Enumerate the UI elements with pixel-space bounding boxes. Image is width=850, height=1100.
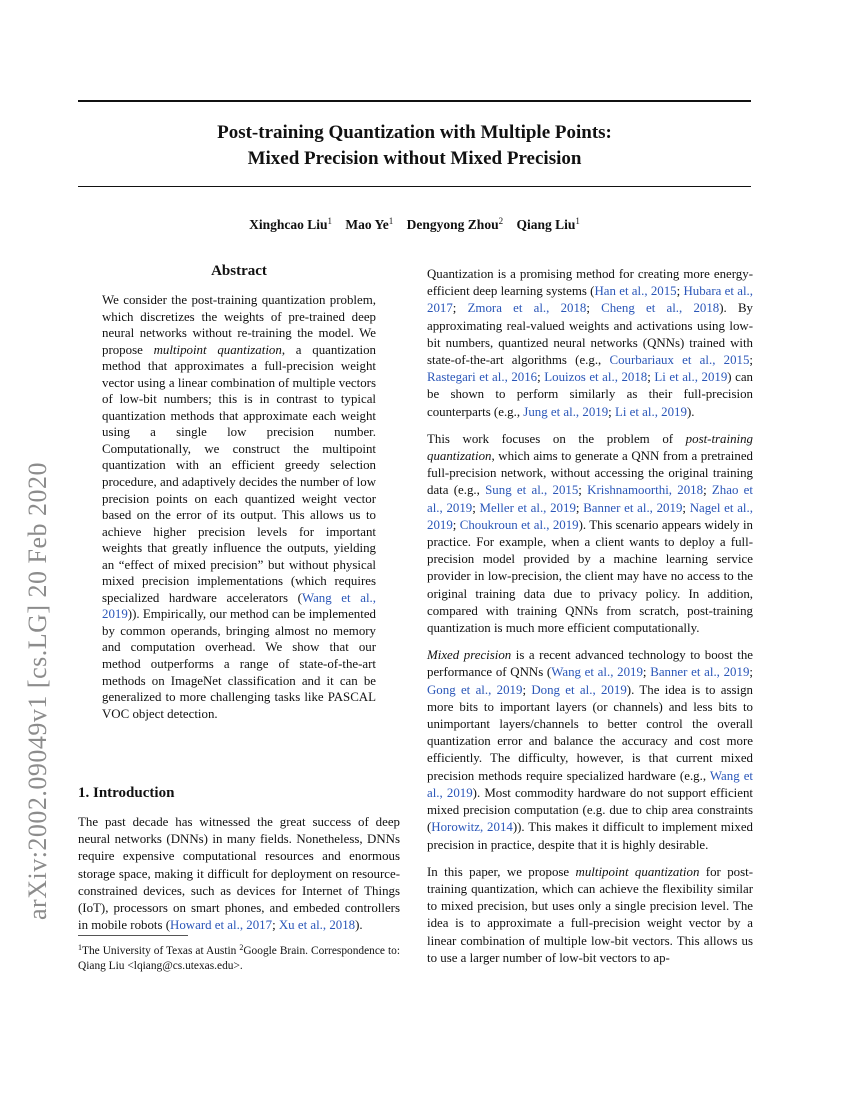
paragraph: This work focuses on the problem of post-training quantization, which aims to generate a QNN from a pretrained full-precision network, without accessing the original training data (e.g., Sung et al., 2015; Krishnamoorthi, 2018; Zhao et al., 2019; Meller et al., 2019; Banner et al., 2019; Nagel et al., 2019; Choukroun et al., 2019). This scenario appears widely in practice. For example, when a client wants to deploy a full-precision model provided by a machine learning service provider in low-precision, the client may have no access to the original training data due to privacy policy. In addition, compared with training QNNs from scratch, post-training quantization is much more efficient computationally. [427, 431, 754, 636]
abstract-heading: Abstract [211, 263, 267, 279]
citation-link[interactable]: Li et al., 2019 [654, 370, 728, 385]
citation-link[interactable]: Meller et al., 2019 [479, 500, 576, 515]
citation-link[interactable]: Choukroun et al., 2019 [459, 517, 579, 532]
paragraph: Quantization is a promising method for creating more energy-efficient deep learning systems (Han et al., 2015; Hubara et al., 2017; Zmora et al., 2018; Cheng et al., 2018). By approximating real-valued weights and activations using low-bit numbers, quantized neural networks (QNNs) trained with state-of-the-art algorithms (e.g., Courbariaux et al., 2015; Rastegari et al., 2016; Louizos et al., 2018; Li et al., 2019) can be shown to perform similarly as their full-precision counterparts (e.g., Jung et al., 2019; Li et al., 2019). [427, 267, 754, 419]
paper-title [78, 120, 751, 172]
citation-link[interactable]: Nagel et al., 2019 [427, 500, 753, 532]
title-line-1: Post-training Quantization with Multiple Points: [217, 122, 612, 143]
author: Mao Ye$^1$ [345, 216, 394, 232]
citation-link[interactable]: Zmora et al., 2018 [467, 301, 587, 316]
author-list [78, 216, 751, 233]
citation-link[interactable]: Courbariaux et al., 2015 [609, 353, 750, 368]
citation-link[interactable]: Gong et al., 2019 [427, 682, 523, 697]
citation-link[interactable]: Horowitz, 2014 [431, 820, 513, 835]
citation-link[interactable]: Zhao et al., 2019 [427, 483, 753, 515]
citation-link[interactable]: Banner et al., 2019 [583, 500, 683, 515]
right-column [427, 266, 753, 977]
citation-link[interactable]: Krishnamoorthi, 2018 [587, 483, 704, 498]
citation-link[interactable]: Xu et al., 2018 [278, 918, 356, 933]
introduction-paragraph: The past decade has witnessed the great success of deep neural networks (DNNs) in many fields. Nonetheless, DNNs require expensive computational resources and enormous storage space, making it difficult for deployment on resource-constrained devices, such as devices for Internet of Things (IoT), processors on smart phones, and embeded controllers in mobile robots (Howard et al., 2017; Xu et al., 2018). [78, 815, 400, 933]
author: Xinghcao Liu$^1$ [249, 216, 333, 232]
title-line-2: Mixed Precision without Mixed Precision [247, 148, 582, 169]
citation-link[interactable]: Cheng et al., 2018 [601, 301, 720, 316]
citation-link[interactable]: Louizos et al., 2018 [544, 370, 648, 385]
paragraph: In this paper, we propose multipoint quantization for post-training quantization, which can achieve the flexibility similar to mixed precision, but uses only a single precision level. The idea is to approximate a full-precision weight vector by a linear combination of multiple low-bit vectors. This allows us to use a larger number of low-bit vectors to ap- [427, 864, 753, 965]
citation-link[interactable]: Banner et al., 2019 [650, 665, 750, 680]
citation-link[interactable]: Rastegari et al., 2016 [427, 370, 538, 385]
citation-link[interactable]: Sung et al., 2015 [485, 483, 579, 498]
citation-link[interactable]: Hubara et al., 2017 [427, 284, 753, 316]
author: Dengyong Zhou$^2$ [406, 216, 504, 232]
affiliation-footnote: $^1$The University of Texas at Austin $^2$Google Brain. Correspondence to: Qiang Liu <lqiang@cs.utexas.edu>. [78, 943, 400, 972]
citation-link[interactable]: Dong et al., 2019 [531, 682, 627, 697]
citation-link[interactable]: Jung et al., 2019 [523, 404, 609, 419]
abstract-body: We consider the post-training quantization problem, which discretizes the weights of pre-trained deep neural networks without re-training the model. We propose multipoint quantization, a quantization method that approximates a full-precision weight vector using a linear combination of multiple vectors of low-bit numbers; this is in contrast to typical quantization methods that approximate each weight using a single low precision number. Computationally, we construct the multipoint quantization with an efficient greedy selection procedure, and adaptively decides the number of low precision points on each quantized weight vector based on the error of its output. This allows us to achieve higher precision levels for important weights that greatly influence the outputs, yielding an “effect of mixed precision” but without physical mixed precision implementations (which requires specialized hardware accelerators (Wang et al., 2019)). Empirically, our method can be implemented by common operands, bringing almost no memory and computation overhead. We show that our method outperforms a range of state-of-the-art methods on ImageNet classification and it can be generalized to more challenging tasks like PASCAL VOC object detection. [102, 293, 376, 721]
citation-link[interactable]: Li et al., 2019 [614, 404, 687, 419]
author: Qiang Liu$^1$ [516, 216, 580, 232]
title-top-rule [78, 100, 751, 102]
citation-link[interactable]: Wang et al., 2019 [427, 768, 753, 800]
citation-link[interactable]: Han et al., 2015 [594, 284, 677, 299]
citation-link[interactable]: Howard et al., 2017 [170, 918, 273, 933]
citation-link[interactable]: Wang et al., 2019 [102, 590, 376, 622]
title-bottom-rule [78, 186, 751, 187]
section-heading-introduction: 1. Introduction [78, 785, 175, 801]
arxiv-stamp: arXiv:2002.09049v1 [cs.LG] 20 Feb 2020 [23, 461, 52, 920]
footnote-rule [78, 935, 188, 936]
paragraph: Mixed precision is a recent advanced technology to boost the performance of QNNs (Wang et al., 2019; Banner et al., 2019; Gong et al., 2019; Dong et al., 2019). The idea is to assign more bits to important layers (or channels) and less bits to unimportant layers/channels to better control the overall quantization error and balance the accuracy and cost more efficiently. The difficulty, however, is that current mixed precision methods require specialized hardware (e.g., Wang et al., 2019). Most commodity hardware do not support efficient mixed precision computation (e.g. due to chip area constraints (Horowitz, 2014)). This makes it difficult to implement mixed precision in practice, despite that it is highly desirable. [427, 648, 754, 852]
citation-link[interactable]: Wang et al., 2019 [551, 665, 643, 680]
